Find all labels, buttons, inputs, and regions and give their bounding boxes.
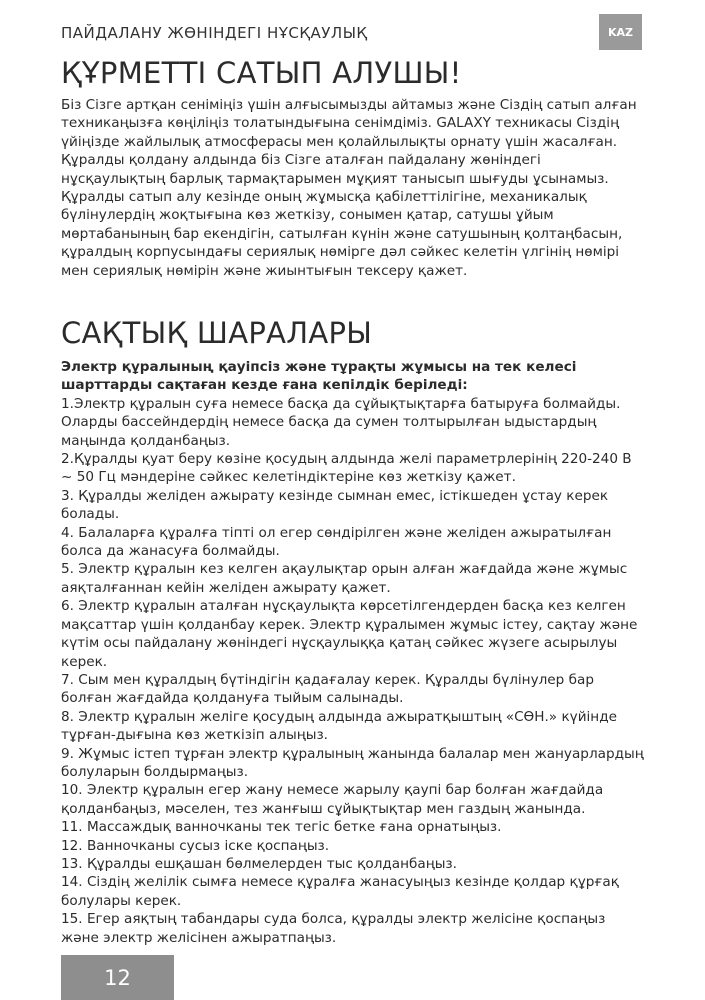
safety-item: 4. Балаларға құралға тіпті ол егер сөндірілген және желіден ажыратылған болса да жанасуға болмайды. xyxy=(61,524,612,560)
language-badge: KAZ xyxy=(599,14,642,50)
intro-body xyxy=(61,96,645,280)
safety-title: САҚТЫҚ ШАРАЛАРЫ xyxy=(61,316,373,350)
safety-item: 12. Ванночканы сусыз іске қоспаңыз. xyxy=(61,837,330,854)
safety-item: 9. Жұмыс істеп тұрған электр құралының жанында балалар мен жануарлардың болуларын болдырмаңыз. xyxy=(61,745,644,780)
header-title: ПАЙДАЛАНУ ЖӨНІНДЕГІ НҰСҚАУЛЫҚ xyxy=(61,24,368,42)
safety-item: 8. Электр құралын желіге қосудың алдында ажыратқыштың «СӨН.» күйінде тұрған-дығына көз жеткізіп алыңыз. xyxy=(61,708,617,744)
safety-item: 3. Құралды желіден ажырату кезінде сымнан емес, істікшеден ұстау керек болады. xyxy=(61,487,609,523)
safety-item: 13. Құралды ешқашан бөлмелерден тыс қолданбаңыз. xyxy=(61,855,457,872)
page-number: 12 xyxy=(61,955,174,1000)
safety-lead: Электр құралының қауіпсіз және тұрақты жұмысы на тек келесі шарттарды сақтаған кезде ғана кепілдік беріледі: xyxy=(61,359,577,394)
safety-item: 5. Электр құралын кез келген ақаулықтар орын алған жағдайда және жұмыс аяқталғаннан кейін желіден ажырату қажет. xyxy=(61,561,628,596)
safety-body xyxy=(61,358,645,947)
safety-item: 15. Егер аяқтың табандары суда болса, құралды электр желісіне қоспаңыз және электр желісінен ажыратпаңыз. xyxy=(61,911,606,946)
safety-item: 11. Массаждық ванночканы тек тегіс бетке ғана орнатыңыз. xyxy=(61,819,502,836)
safety-item: 2.Құралды қуат беру көзіне қосудың алдында желі параметрлерінің 220-240 В ~ 50 Гц мәндеріне сәйкес келетіндіктеріне көз жеткізу қажет. xyxy=(61,451,632,486)
safety-item: 7. Сым мен құралдың бүтіндігін қадағалау керек. Құралды бүлінулер бар болған жағдайда қолдануға тыйым салынады. xyxy=(61,671,594,707)
safety-item: 1.Электр құралын суға немесе басқа да сұйықтықтарға батыруға болмайды. Оларды бассейндердің немесе басқа да сумен толтырылған ыдыстардың маңында қолданбаңыз. xyxy=(61,395,621,449)
safety-item: 14. Сіздің желілік сымға немесе құралға жанасуыңыз кезінде қолдар құрғақ болулары керек. xyxy=(61,874,619,909)
safety-item: 6. Электр құралын аталған нұсқаулықта көрсетілгендерден басқа кез келген мақсаттар үшін қолданбау керек. Электр құралымен жұмыс істеу, сақтау және күтім осы пайдалану жөніндегі нұсқаулыққа қатаң сәйкес жүзеге асырылуы керек. xyxy=(61,598,638,670)
intro-title: ҚҰРМЕТТІ САТЫП АЛУШЫ! xyxy=(61,56,462,90)
intro-paragraph: Құралды сатып алу кезінде оның жұмысқа қабілеттілігіне, механикалық бүлінулердің жоқтығына көз жеткізу, сонымен қатар, сатушы ұйым мөртабанының бар екендігін, сатылған күнін және сатушының қолтаңбасын, құралдың корпусындағы сериялық нөмірге дәл сәйкес келетін үлгінің нөмірі мен сериялық нөмірін және жиынтығын тексеру қажет. xyxy=(61,189,623,279)
intro-paragraph: Құралды қолдану алдында біз Сізге аталған пайдалану жөніндегі нұсқаулықтың барлық тармақтарымен мұқият танысып шығуды ұсынамыз. xyxy=(61,152,609,187)
safety-item: 10. Электр құралын егер жану немесе жарылу қаупі бар болған жағдайда қолданбаңыз, мәселен, тез жанғыш сұйықтықтар мен газдың жанында. xyxy=(61,782,604,817)
intro-paragraph: Біз Сізге артқан сеніміңіз үшін алғысымызды айтамыз және Сіздің сатып алған техникаңызға көңіліңіз толатындығына сенімдіміз. GALAXY техникасы Сіздің үйіңізде жайлылық атмосферасы мен қолайлылықты орнату үшін жасалған. xyxy=(61,97,637,150)
